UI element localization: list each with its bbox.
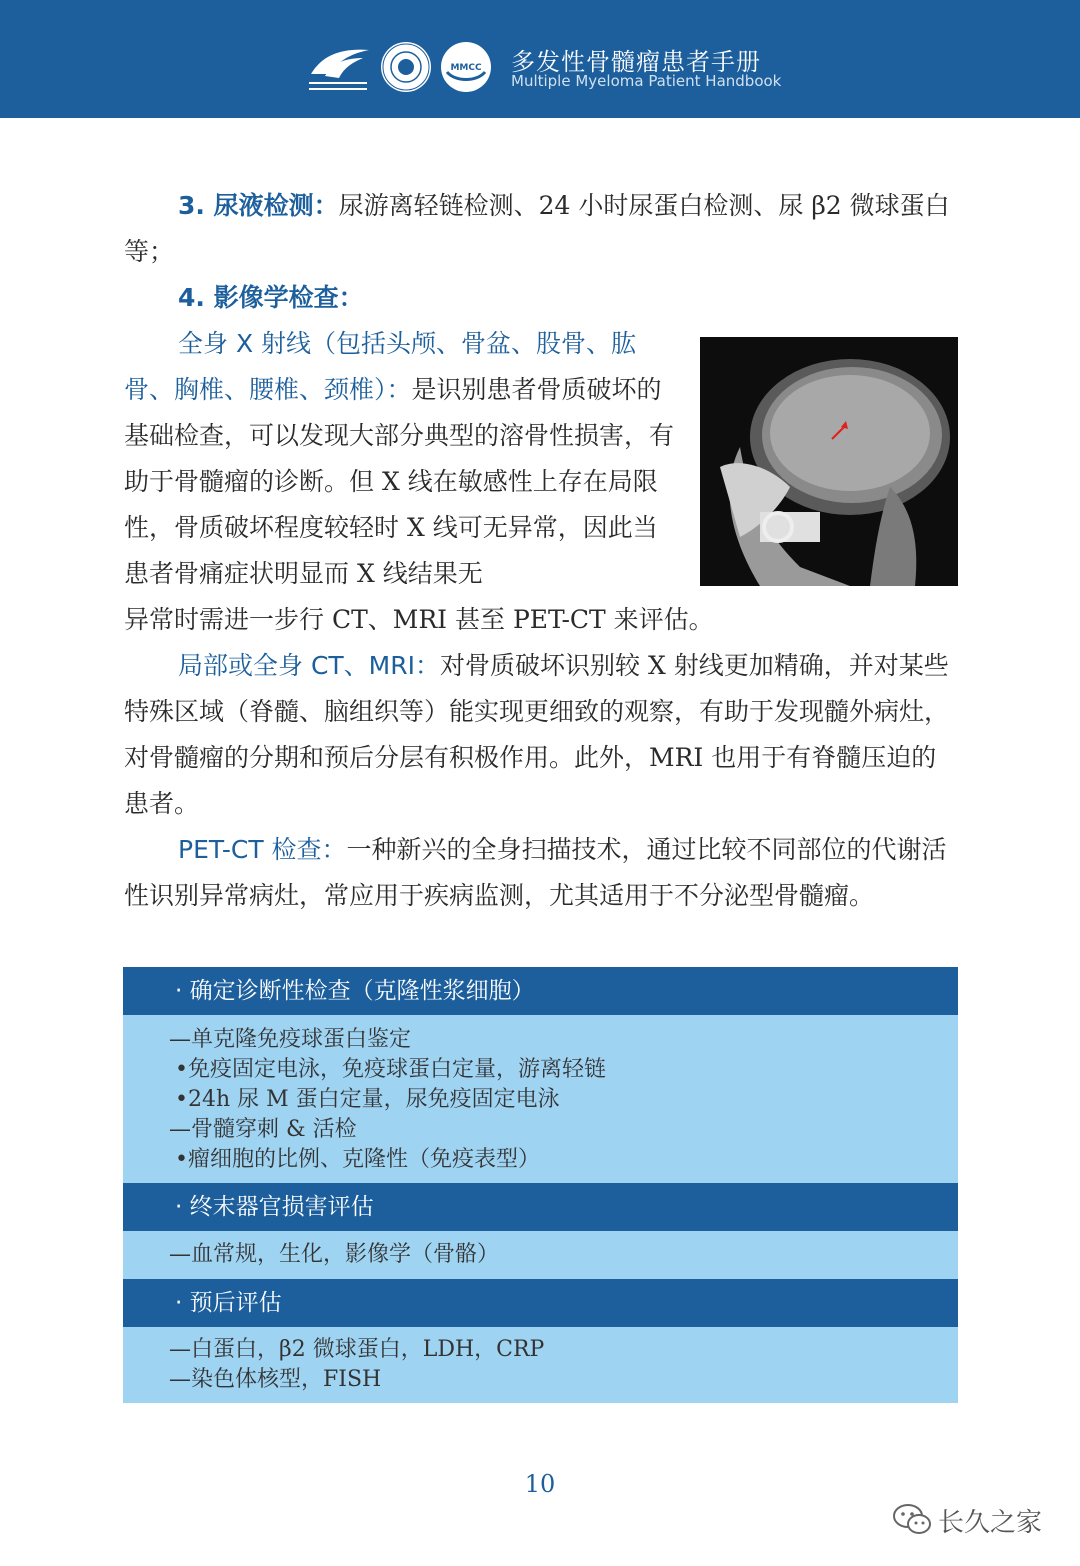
ct-mri-text: 对骨质破坏识别较 X 射线更加精确，并对某些特殊区域（脊髓、脑组织等）能实现更细致的观察，有助于发现髓外病灶，对骨髓瘤的分期和预后分层有积极作用。此外，MRI 也用于有脊髓压迫的患者。 xyxy=(124,651,950,818)
xray-paragraph xyxy=(124,321,680,597)
list-item: —单克隆免疫球蛋白鉴定 xyxy=(169,1027,412,1052)
list-item: —染色体核型，FISH xyxy=(169,1367,382,1392)
pet-ct-text: 一种新兴的全身扫描技术，通过比较不同部位的代谢活性识别异常病灶，常应用于疾病监测，尤其适用于不分泌型骨髓瘤。 xyxy=(124,835,947,910)
list-item: •24h 尿 M 蛋白定量，尿免疫固定电泳 xyxy=(175,1087,560,1112)
wing-logo xyxy=(303,44,373,94)
page-number: 10 xyxy=(524,1470,556,1498)
exam-summary-box xyxy=(123,967,958,1403)
list-item: •瘤细胞的比例、克隆性（免疫表型） xyxy=(175,1147,540,1172)
organ-damage-list xyxy=(123,1231,958,1279)
diagnostic-tests-list xyxy=(123,1015,958,1183)
list-item: •免疫固定电泳，免疫球蛋白定量，游离轻链 xyxy=(175,1057,606,1082)
imaging-heading-paragraph xyxy=(124,275,958,321)
xray-paragraph-end: 异常时需进一步行 CT、MRI 甚至 PET-CT 来评估。 xyxy=(124,605,714,634)
watermark-text: 长久之家 xyxy=(938,1508,1043,1538)
pet-ct-paragraph xyxy=(124,827,958,919)
urine-test-heading: 3. 尿液检测： xyxy=(178,191,339,220)
handbook-subtitle: Multiple Myeloma Patient Handbook xyxy=(511,72,782,90)
organ-damage-header: · 终末器官损害评估 xyxy=(123,1183,958,1231)
prognosis-header: · 预后评估 xyxy=(123,1279,958,1327)
diagnostic-tests-header: · 确定诊断性检查（克隆性浆细胞） xyxy=(123,967,958,1015)
list-item: —血常规，生化，影像学（骨骼） xyxy=(169,1242,500,1267)
prognosis-list xyxy=(123,1327,958,1403)
handbook-title: 多发性骨髓瘤患者手册 xyxy=(511,48,761,76)
urine-test-text: 尿游离轻链检测、24 小时尿蛋白检测、尿 β2 微球蛋白等； xyxy=(124,191,950,266)
skull-xray-image xyxy=(700,337,958,586)
xray-heading: 全身 X 射线（包括头颅、骨盆、股骨、肱骨、胸椎、腰椎、颈椎）： xyxy=(124,329,637,404)
ct-mri-heading: 局部或全身 CT、MRI： xyxy=(178,651,440,680)
wechat-icon xyxy=(892,1502,932,1538)
urine-test-paragraph xyxy=(124,183,958,275)
pet-ct-heading: PET-CT 检查： xyxy=(178,835,347,864)
svg-text:MMCC: MMCC xyxy=(450,63,482,73)
mmcc-logo xyxy=(441,42,491,92)
seal-logo xyxy=(381,42,431,92)
ct-mri-paragraph xyxy=(124,643,958,827)
list-item: —白蛋白，β2 微球蛋白，LDH，CRP xyxy=(169,1337,545,1362)
list-item: —骨髓穿刺 & 活检 xyxy=(169,1117,357,1142)
imaging-heading: 4. 影像学检查： xyxy=(178,283,364,312)
xray-text: 是识别患者骨质破坏的基础检查，可以发现大部分典型的溶骨性损害，有助于骨髓瘤的诊断。但 X 线在敏感性上存在局限性，骨质破坏程度较轻时 X 线可无异常，因此当患者骨痛症状明显而 X 线结果无 xyxy=(124,375,675,588)
page-header xyxy=(0,0,1080,118)
